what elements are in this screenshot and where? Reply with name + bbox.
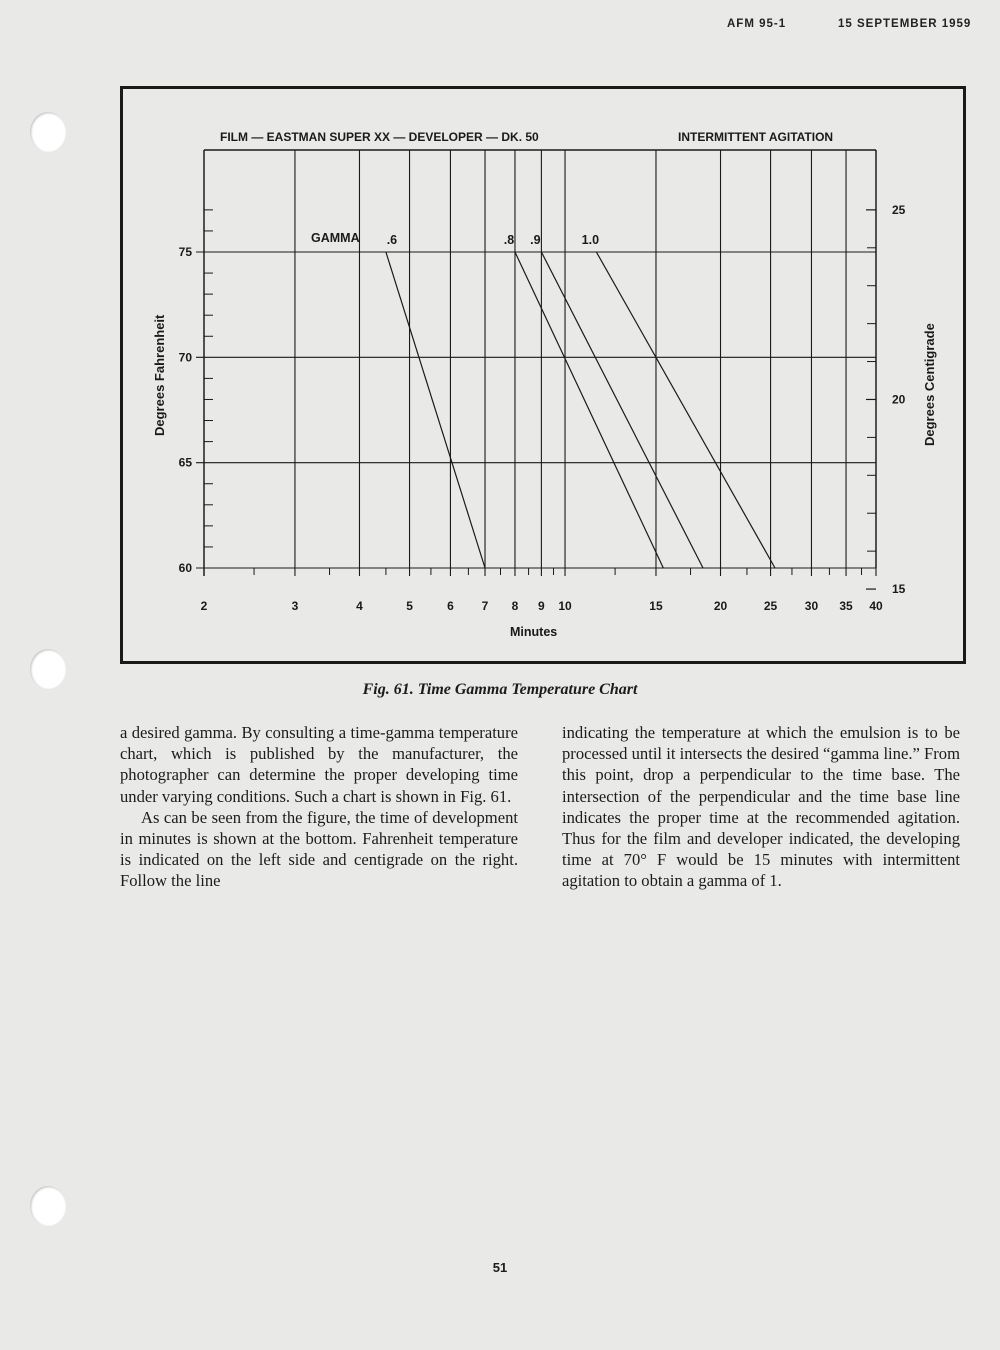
page-number: 51 [492,1260,508,1275]
x-tick-label: 35 [839,599,853,613]
y-tick-label: 60 [178,561,192,575]
x-tick-label: 3 [291,599,299,613]
y-right-tick-label: 20 [892,392,906,407]
figure-caption: Fig. 61. Time Gamma Temperature Chart [362,681,638,698]
x-tick-label: 40 [869,599,883,613]
paragraph: As can be seen from the figure, the time of development in minutes is shown at the bottom. Fahrenheit temperature is indicated on the left side and centigrade on the right. Follow the line [120,807,518,891]
gamma-label: GAMMA [311,231,360,245]
gamma-line [515,252,663,568]
right-axis-label: Degrees Centigrade [922,323,937,446]
left-axis-label: Degrees Fahrenheit [152,314,167,436]
y-tick-label: 70 [178,350,192,365]
x-tick-label: 25 [763,599,778,613]
header-date: 15 SEPTEMBER 1959 [838,18,972,30]
x-tick-label: 10 [558,599,572,613]
x-tick-label: 5 [406,599,413,613]
chart-title: FILM — EASTMAN SUPER XX — DEVELOPER — DK. 50 [220,130,539,144]
x-tick-label: 20 [713,599,728,613]
x-tick-label: 4 [356,599,363,613]
y-tick-label: 75 [178,245,192,259]
body-right-column [562,722,960,892]
y-right-tick-label: 25 [892,202,906,217]
y-right-tick-label: 15 [892,582,906,597]
x-tick-label: 30 [804,599,819,613]
gamma-line [596,252,775,568]
chart-subtitle: INTERMITTENT AGITATION [678,130,834,144]
gamma-value-label: .9 [530,233,541,247]
x-tick-label: 9 [538,599,545,613]
x-tick-label: 8 [511,599,519,613]
x-axis-label: Minutes [510,625,558,639]
gamma-line [386,252,485,568]
binder-hole [30,1186,66,1226]
gamma-value-label: .8 [503,233,515,247]
paragraph: indicating the temperature at which the emulsion is to be processed until it intersects the desired “gamma line.” From this point, drop a perpendicular to the time base. The intersection of the perpendicular and the time base line indicates the proper time at the recommended agitation. Thus for the film and developer indicated, the developing time at 70° F would be 15 minutes with intermittent agitation to obtain a gamma of 1. [562,723,960,891]
x-tick-label: 15 [649,599,663,613]
x-tick-label: 2 [200,599,208,613]
gamma-value-label: .6 [386,233,398,247]
y-tick-label: 65 [178,455,192,470]
body-left-column [120,722,518,892]
paragraph: a desired gamma. By consulting a time-gamma temperature chart, which is published by the manufacturer, the photographer can determine the proper developing time under varying conditions. Such a chart is shown in Fig. 61. [120,723,518,806]
x-tick-label: 6 [447,599,454,613]
x-tick-label: 7 [481,599,489,613]
gamma-line [541,252,703,568]
gamma-value-label: 1.0 [581,233,600,247]
header-doc-id: AFM 95-1 [727,18,787,30]
